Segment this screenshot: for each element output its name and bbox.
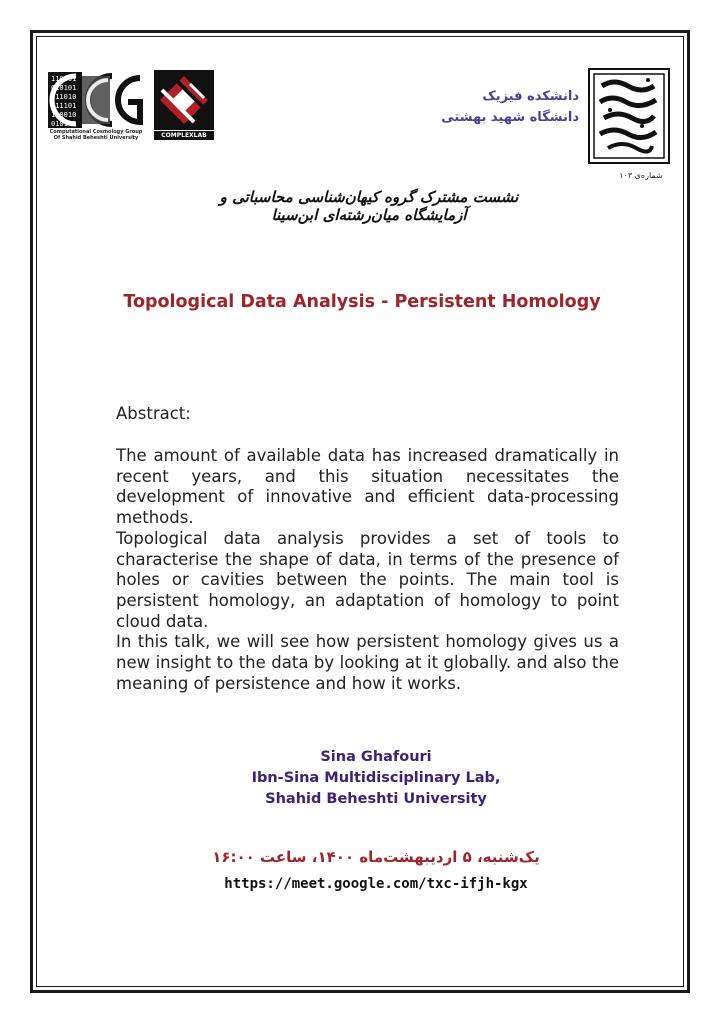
speaker-affiliation-line2: Shahid Beheshti University	[265, 791, 487, 807]
talk-title: Topological Data Analysis - Persistent Homology	[123, 292, 601, 312]
ccg-logo-caption	[48, 129, 144, 141]
ccg-bits-1: 010101	[51, 84, 77, 92]
ccg-bits-5: 010101	[51, 120, 77, 128]
ccg-bits-3: 011101	[51, 102, 77, 110]
abstract-text	[116, 446, 619, 694]
university-name: دانشگاه شهید بهشتی	[441, 110, 579, 125]
speaker-name: Sina Ghafouri	[320, 749, 432, 765]
joint-session-title: نشست مشترک گروه کیهان‌شناسی محاسباتی و آزمایشگاه میان‌رشته‌ای ابن‌سینا	[219, 188, 519, 224]
abstract-paragraph: In this talk, we will see how persistent homology gives us a new insight to the data by looking at it globally. and also the meaning of persistence and how it works.	[116, 632, 619, 693]
abstract-paragraph: The amount of available data has increased dramatically in recent years, and this situation necessitates the development of innovative and efficient data-processing methods.	[116, 446, 619, 528]
speaker-affiliation-line1: Ibn-Sina Multidisciplinary Lab,	[251, 770, 501, 786]
complexlab-logo	[154, 70, 214, 145]
ccg-caption-line1: Computational Cosmology Group	[49, 129, 143, 135]
ccg-caption-line2: Of Shahid Beheshti University	[53, 135, 139, 141]
ccg-bits-0: 110101	[51, 75, 77, 83]
sbu-logo	[588, 68, 670, 164]
abstract-paragraph: Topological data analysis provides a set of tools to characterise the shape of data, in terms of the presence of holes or cavities between the points. The main tool is persistent homology, an adaptation of homology to point cloud data.	[116, 528, 619, 631]
faculty-name: دانشکده فیزیک	[482, 89, 579, 104]
faculty-block	[441, 86, 579, 128]
sbu-logo-mark	[588, 68, 670, 164]
abstract-label: Abstract:	[116, 404, 191, 423]
ccg-bits-4: 110010	[51, 111, 77, 119]
complexlab-caption: COMPLEXLAB	[154, 131, 214, 140]
complexlab-logo-mark	[154, 70, 214, 130]
meeting-link[interactable]: https://meet.google.com/txc-ifjh-kgx	[224, 876, 528, 892]
ccg-logo-mark	[48, 72, 144, 128]
event-datetime: یک‌شنبه، ۵ اردیبهشت‌ماه ۱۴۰۰، ساعت ۱۶:۰۰	[212, 848, 540, 866]
ccg-bits-2: 111010	[51, 93, 77, 101]
ccg-logo	[48, 72, 144, 142]
speaker-block	[116, 747, 636, 810]
issue-number: شماره‌ی ۱۰۳	[619, 171, 663, 180]
